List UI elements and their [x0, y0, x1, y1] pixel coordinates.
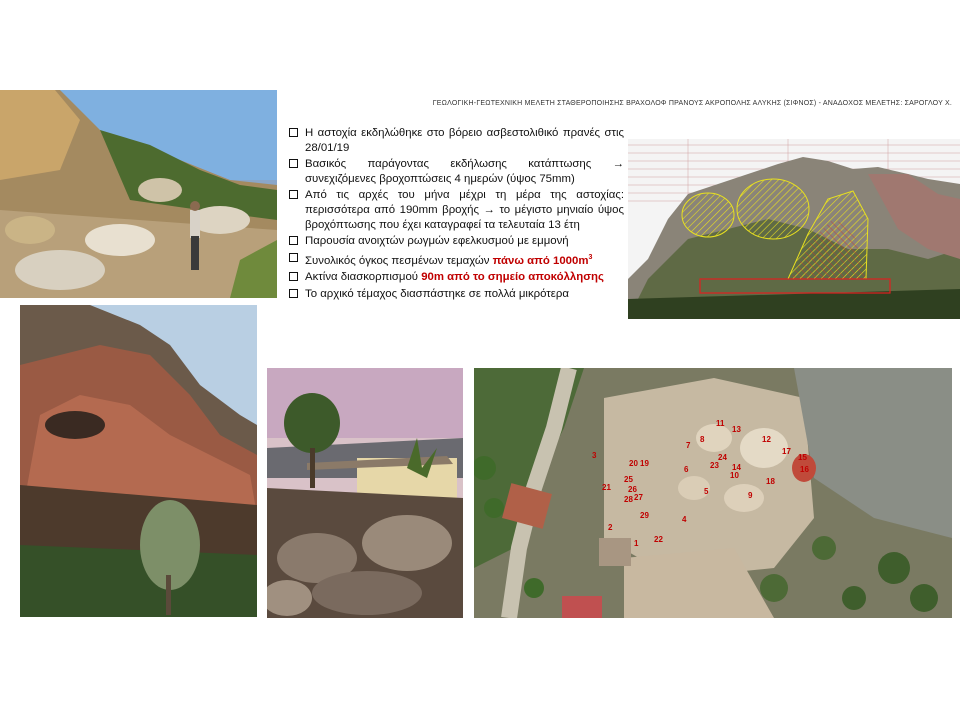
aerial-label: 3 — [592, 451, 597, 460]
checkbox-bullet-icon — [289, 159, 298, 168]
aerial-label: 29 — [640, 511, 649, 520]
volume-highlight: πάνω από $1000m^3$ — [492, 253, 593, 267]
radius-highlight: 90m από το σημείο αποκόλλησης — [421, 271, 604, 284]
checkbox-bullet-icon — [289, 128, 298, 137]
slope-zones-figure — [628, 139, 960, 319]
study-header: ΓΕΩΛΟΓΙΚΗ-ΓΕΩΤΕΧΝΙΚΗ ΜΕΛΕΤΗ ΣΤΑΘΕΡΟΠΟΙΗΣΗΣ ΒΡΑΧΟΛΟΦ ΠΡΑΝΟΥΣ ΑΚΡΟΠΟΛΗΣ ΑΛΥΚΗΣ (ΣΙΦΝΟΣ) - ΑΝΑΔΟΧΟΣ ΜΕΛΕΤΗΣ: ΣΑΡΟΓΛΟΥ Χ. — [432, 100, 952, 107]
bullet-item: Το αρχικό τέμαχος διασπάστηκε σε πολλά μικρότερα — [288, 287, 624, 302]
aerial-label: 25 — [624, 475, 633, 484]
aerial-label: 18 — [766, 477, 775, 486]
aerial-label: 19 — [640, 459, 649, 468]
checkbox-bullet-icon — [289, 272, 298, 281]
aerial-label: 4 — [682, 515, 687, 524]
aerial-label: 6 — [684, 465, 689, 474]
photo-red-slope — [20, 305, 257, 617]
aerial-label: 9 — [748, 491, 753, 500]
checkbox-bullet-icon — [289, 236, 298, 245]
aerial-label: 17 — [782, 447, 791, 456]
aerial-label: 8 — [700, 435, 705, 444]
photo-rockfall-person — [0, 90, 277, 298]
aerial-label: 13 — [732, 425, 741, 434]
aerial-label: 28 — [624, 495, 633, 504]
aerial-label: 10 — [730, 471, 739, 480]
checkbox-bullet-icon — [289, 289, 298, 298]
bullet-item: Συνολικός όγκος πεσμένων τεμαχών πάνω από $1000m^3$ — [288, 251, 624, 268]
aerial-label: 16 — [800, 465, 809, 474]
aerial-label: 5 — [704, 487, 709, 496]
aerial-label: 24 — [718, 453, 727, 462]
aerial-label: 27 — [634, 493, 643, 502]
bullet-list — [288, 126, 624, 303]
bullet-item: Βασικός παράγοντας εκδήλωσης κατάπτωσης → συνεχιζόμενες βροχοπτώσεις 4 ημερών (ύψος 75mm) — [288, 157, 624, 186]
bullet-item: Ακτίνα διασκορπισμού 90m από το σημείο αποκόλλησης — [288, 270, 624, 285]
aerial-label: 2 — [608, 523, 613, 532]
aerial-label: 15 — [798, 453, 807, 462]
bullet-item: Παρουσία ανοιχτών ρωγμών εφελκυσμού με εμμονή — [288, 234, 624, 249]
checkbox-bullet-icon — [289, 253, 298, 262]
aerial-label: 22 — [654, 535, 663, 544]
aerial-map-numbered-blocks — [474, 368, 952, 618]
aerial-label: 11 — [716, 419, 725, 428]
bullet-item: Η αστοχία εκδηλώθηκε στο βόρειο ασβεστολιθικό πρανές στις 28/01/19 — [288, 126, 624, 155]
aerial-label: 12 — [762, 435, 771, 444]
aerial-label: 26 — [628, 485, 637, 494]
photo-house-rubble — [267, 368, 463, 618]
checkbox-bullet-icon — [289, 190, 298, 199]
aerial-label: 7 — [686, 441, 691, 450]
aerial-label: 20 — [629, 459, 638, 468]
aerial-label: 21 — [602, 483, 611, 492]
aerial-label: 23 — [710, 461, 719, 470]
bullet-item: Από τις αρχές του μήνα μέχρι τη μέρα της αστοχίας: περισσότερα από 190mm βροχής → το μέγιστο μηνιαίο ύψος βροχόπτωσης που έχει καταγραφεί τα τελευταία 13 έτη — [288, 188, 624, 232]
aerial-label: 1 — [634, 539, 639, 548]
aerial-label: 14 — [732, 463, 741, 472]
